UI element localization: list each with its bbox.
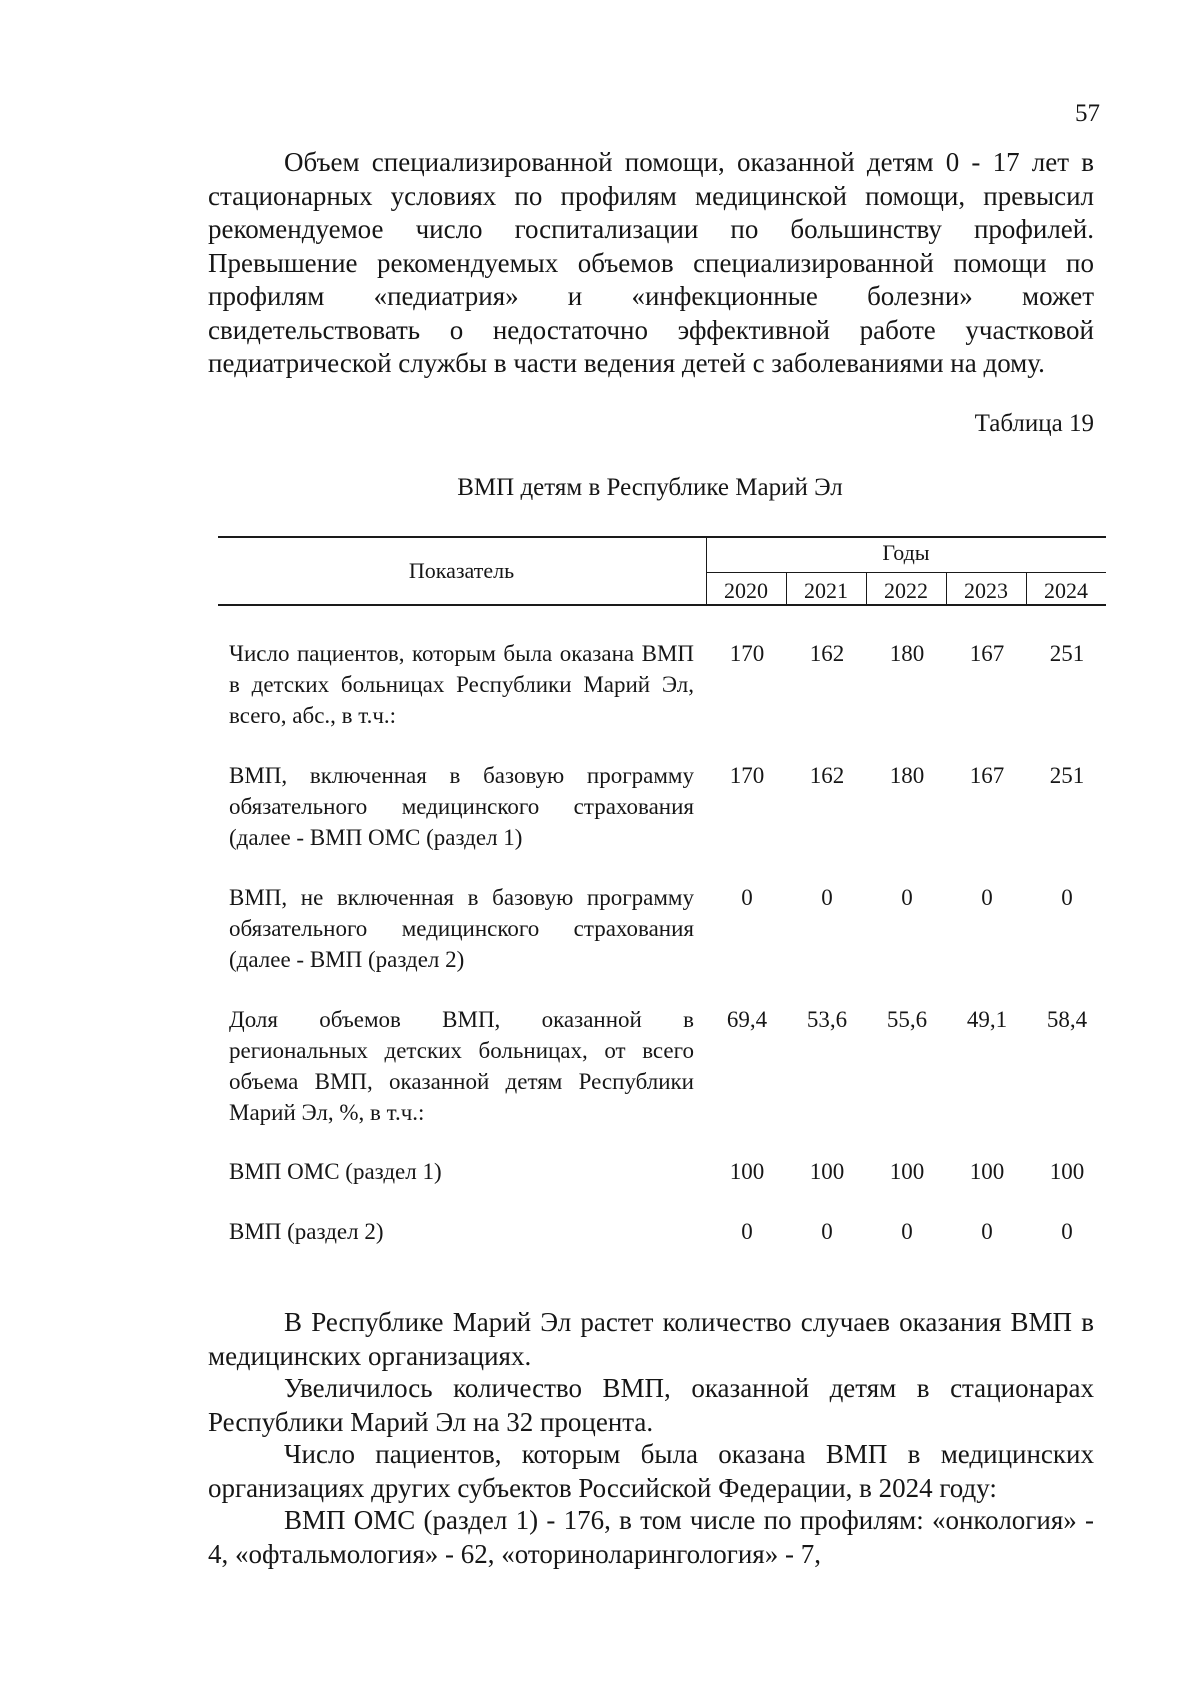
- header-bottom-rule: [218, 604, 1106, 606]
- cell-value: 0: [1061, 885, 1073, 910]
- year-header: 2020: [724, 578, 768, 603]
- table-label: Таблица 19: [974, 410, 1094, 437]
- row-label: ВМП, включенная в базовую программу обязательного медицинского страхования (далее - ВМП ОМС (раздел 1): [229, 763, 694, 850]
- cell-value: 100: [729, 1159, 765, 1184]
- year-header: 2023: [964, 578, 1008, 603]
- cell-value: 100: [809, 1159, 845, 1184]
- row-label: ВМП (раздел 2): [229, 1219, 384, 1244]
- cell-value: 58,4: [1046, 1007, 1088, 1032]
- closing-paragraph: ВМП ОМС (раздел 1) - 176, в том числе по профилям: «онкология» - 4, «офтальмология» - 62, «оториноларингология» - 7,: [208, 1505, 1094, 1569]
- header-top-rule: [218, 536, 1106, 538]
- cell-value: 0: [1061, 1219, 1073, 1244]
- header-indicator: Показатель: [408, 558, 515, 583]
- cell-value: 180: [889, 641, 925, 666]
- cell-value: 100: [889, 1159, 925, 1184]
- cell-value: 49,1: [966, 1007, 1008, 1032]
- cell-value: 251: [1049, 763, 1085, 788]
- cell-value: 162: [809, 763, 845, 788]
- year-header: 2022: [884, 578, 928, 603]
- cell-value: 167: [969, 763, 1005, 788]
- cell-value: 0: [821, 885, 833, 910]
- cell-value: 170: [729, 641, 765, 666]
- cell-value: 53,6: [806, 1007, 848, 1032]
- cell-value: 167: [969, 641, 1005, 666]
- cell-value: 0: [901, 1219, 913, 1244]
- closing-paragraph: В Республике Марий Эл растет количество случаев оказания ВМП в медицинских организациях.: [208, 1307, 1094, 1371]
- header-years: Годы: [882, 540, 930, 565]
- cell-value: 55,6: [886, 1007, 928, 1032]
- cell-value: 0: [901, 885, 913, 910]
- cell-value: 251: [1049, 641, 1085, 666]
- cell-value: 162: [809, 641, 845, 666]
- cell-value: 170: [729, 763, 765, 788]
- cell-value: 69,4: [726, 1007, 768, 1032]
- year-header: 2021: [804, 578, 848, 603]
- cell-value: 0: [821, 1219, 833, 1244]
- table-title: ВМП детям в Республике Марий Эл: [457, 474, 843, 501]
- row-label: Число пациентов, которым была оказана ВМП в детских больницах Республики Марий Эл, всего, абс., в т.ч.:: [229, 641, 694, 728]
- closing-paragraph: Увеличилось количество ВМП, оказанной детям в стационарах Республики Марий Эл на 32 процента.: [208, 1373, 1094, 1437]
- cell-value: 0: [741, 885, 753, 910]
- cell-value: 100: [1049, 1159, 1085, 1184]
- row-label: ВМП ОМС (раздел 1): [229, 1159, 442, 1184]
- cell-value: 0: [981, 885, 993, 910]
- row-label: Доля объемов ВМП, оказанной в региональных детских больницах, от всего объема ВМП, оказанной детям Республики Марий Эл, %, в т.ч.:: [229, 1007, 694, 1125]
- intro-paragraph: Объем специализированной помощи, оказанной детям 0 - 17 лет в стационарных условиях по профилям медицинской помощи, превысил рекомендуемое число госпитализации по большинству профилей. Превышение рекомендуемых объемов специализированной помощи по профилям «педиатрия» и «инфекционные болезни» может свидетельствовать о недостаточно эффективной работе участковой педиатрической службы в части ведения детей с заболеваниями на дому.: [208, 147, 1094, 378]
- years-divider-rule: [706, 572, 1106, 573]
- page-number: 57: [1075, 100, 1100, 127]
- table-header: [218, 536, 1106, 606]
- cell-value: 100: [969, 1159, 1005, 1184]
- closing-paragraph: Число пациентов, которым была оказана ВМП в медицинских организациях других субъектов Российской Федерации, в 2024 году:: [208, 1439, 1094, 1503]
- year-header: 2024: [1044, 578, 1088, 603]
- row-label: ВМП, не включенная в базовую программу обязательного медицинского страхования (далее - ВМП (раздел 2): [229, 885, 694, 972]
- cell-value: 0: [741, 1219, 753, 1244]
- cell-value: 0: [981, 1219, 993, 1244]
- cell-value: 180: [889, 763, 925, 788]
